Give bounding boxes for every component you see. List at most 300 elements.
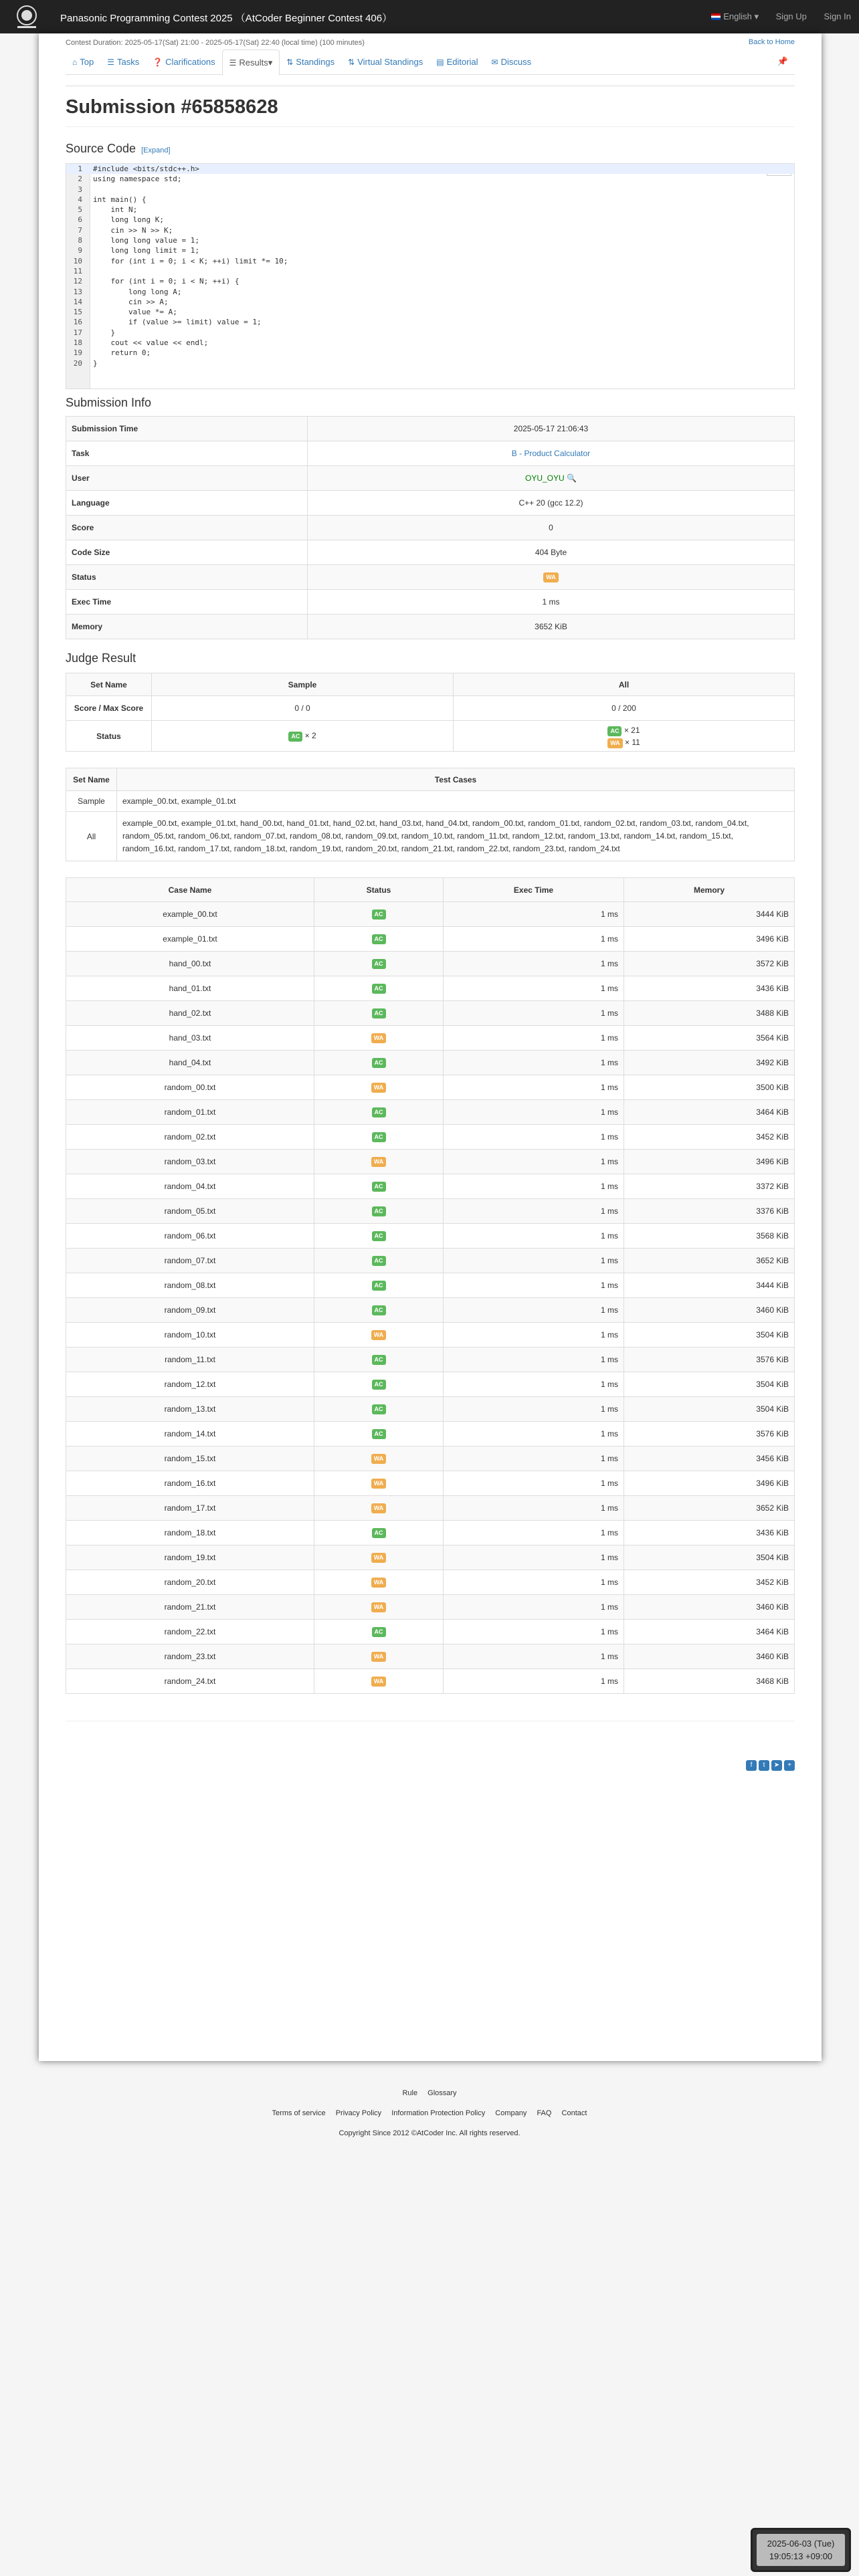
case-exec-time: 1 ms xyxy=(444,1348,624,1372)
footer-link-terms[interactable]: Terms of service xyxy=(272,2109,326,2117)
case-exec-time: 1 ms xyxy=(444,927,624,952)
case-name: random_21.txt xyxy=(66,1595,314,1620)
case-memory: 3464 KiB xyxy=(624,1620,795,1644)
case-status xyxy=(314,1298,444,1323)
code-line xyxy=(66,276,794,286)
comment-icon: ✉ xyxy=(491,58,498,67)
case-name: random_16.txt xyxy=(66,1471,314,1496)
case-name: random_02.txt xyxy=(66,1125,314,1150)
line-number: 17 xyxy=(73,328,82,337)
status-badge: WA xyxy=(371,1479,387,1489)
tab-clarifications[interactable]: ❓ Clarifications xyxy=(153,57,215,67)
question-icon: ❓ xyxy=(153,58,163,67)
sign-up-link[interactable]: Sign Up xyxy=(775,11,807,21)
info-row: Exec Time 1 ms xyxy=(66,590,795,615)
submission-time: 2025-05-17 21:06:43 xyxy=(308,417,795,441)
tab-virtual-standings[interactable]: ⇅ Virtual Standings xyxy=(348,57,423,67)
tab-editorial[interactable]: ▤ Editorial xyxy=(436,57,478,67)
footer-link-company[interactable]: Company xyxy=(495,2109,527,2117)
case-status xyxy=(314,1174,444,1199)
case-status xyxy=(314,927,444,952)
case-name: random_03.txt xyxy=(66,1150,314,1174)
set-row-sample: Sample example_00.txt, example_01.txt xyxy=(66,791,795,812)
status-badge: AC xyxy=(372,1404,386,1414)
case-memory: 3572 KiB xyxy=(624,952,795,976)
status-badge: WA xyxy=(371,1677,387,1687)
sample-ac-count: × 2 xyxy=(304,730,316,740)
case-name: random_12.txt xyxy=(66,1372,314,1397)
table-row xyxy=(66,1620,795,1644)
case-memory: 3372 KiB xyxy=(624,1174,795,1199)
status-badge: AC xyxy=(372,1305,386,1315)
table-row xyxy=(66,1051,795,1075)
code-text: long long K; xyxy=(93,215,164,225)
case-memory: 3496 KiB xyxy=(624,1150,795,1174)
sort-icon: ⇅ xyxy=(348,58,355,67)
code-line xyxy=(66,358,794,368)
task-link[interactable]: B - Product Calculator xyxy=(511,449,591,458)
case-status xyxy=(314,1397,444,1422)
table-row xyxy=(66,1669,795,1694)
tab-top[interactable]: ⌂ Top xyxy=(72,57,94,67)
case-exec-time: 1 ms xyxy=(444,1471,624,1496)
case-name: example_00.txt xyxy=(66,902,314,927)
table-row xyxy=(66,1100,795,1125)
line-number: 19 xyxy=(73,348,82,358)
sign-in-link[interactable]: Sign In xyxy=(824,11,851,21)
status-badge: AC xyxy=(372,1380,386,1390)
case-name: hand_00.txt xyxy=(66,952,314,976)
code-line xyxy=(66,245,794,255)
status-badge: WA xyxy=(371,1578,387,1588)
tab-results[interactable]: ☰ Results▾ xyxy=(222,49,280,76)
table-row xyxy=(66,1348,795,1372)
line-number: 11 xyxy=(73,266,82,276)
table-row xyxy=(66,1323,795,1348)
case-exec-time: 1 ms xyxy=(444,1521,624,1545)
case-memory: 3652 KiB xyxy=(624,1496,795,1521)
case-name: random_20.txt xyxy=(66,1570,314,1595)
status-badge: WA xyxy=(371,1033,387,1043)
case-name: random_10.txt xyxy=(66,1323,314,1348)
case-name: hand_01.txt xyxy=(66,976,314,1001)
case-status xyxy=(314,1521,444,1545)
language-selector[interactable]: English ▾ xyxy=(711,11,759,21)
code-text: int main() { xyxy=(93,195,147,204)
case-status xyxy=(314,1446,444,1471)
table-row xyxy=(66,1471,795,1496)
case-memory: 3436 KiB xyxy=(624,1521,795,1545)
table-row xyxy=(66,927,795,952)
case-status xyxy=(314,1026,444,1051)
code-text: return 0; xyxy=(93,348,151,358)
table-row xyxy=(66,1644,795,1669)
status-badge: AC xyxy=(372,1627,386,1637)
code-line xyxy=(66,164,794,174)
case-exec-time: 1 ms xyxy=(444,1051,624,1075)
test-sets-table: Set Name Test Cases Sample example_00.txt, example_01.txt All example_00.txt, example_01.txt, hand_00.txt, hand_01.txt, hand_02.txt, hand_03.txt, hand_04.txt, random_00.txt, random_01.txt, random_02.txt, random_03.txt, random_04.txt, random_05.txt, random_06.txt, random_07.txt, random_08.txt, random_09.txt, random_10.txt, random_11.txt, random_12.txt, random_13.txt, random_14.txt, random_15.txt, random_16.txt, random_17.txt, random_18.txt, random_19.txt, random_20.txt, random_21.txt, random_22.txt, random_23.txt, random_24.txt xyxy=(66,768,795,861)
table-row xyxy=(66,1372,795,1397)
case-exec-time: 1 ms xyxy=(444,1323,624,1348)
contest-name[interactable]: Panasonic Programming Contest 2025 （AtCoder Beginner Contest 406） xyxy=(60,13,393,24)
case-name: example_01.txt xyxy=(66,927,314,952)
line-number: 12 xyxy=(73,277,82,286)
top-bar xyxy=(0,0,859,33)
user-link[interactable]: OYU_OYU xyxy=(525,473,565,483)
code-line xyxy=(66,256,794,266)
line-number: 4 xyxy=(78,195,82,204)
line-number: 14 xyxy=(73,297,82,306)
footer-link-contact[interactable]: Contact xyxy=(561,2109,587,2117)
code-text: #include <bits/stdc++.h> xyxy=(93,165,199,173)
case-exec-time: 1 ms xyxy=(444,1001,624,1026)
case-memory: 3496 KiB xyxy=(624,927,795,952)
case-name: random_15.txt xyxy=(66,1446,314,1471)
line-number: 10 xyxy=(73,256,82,265)
line-number: 5 xyxy=(78,205,82,215)
case-memory: 3444 KiB xyxy=(624,902,795,927)
case-exec-time: 1 ms xyxy=(444,1496,624,1521)
case-memory: 3568 KiB xyxy=(624,1224,795,1249)
case-status xyxy=(314,1051,444,1075)
status-badge: AC xyxy=(372,1528,386,1538)
case-memory: 3492 KiB xyxy=(624,1051,795,1075)
case-exec-time: 1 ms xyxy=(444,1620,624,1644)
case-memory: 3376 KiB xyxy=(624,1199,795,1224)
case-name: random_14.txt xyxy=(66,1422,314,1446)
table-row xyxy=(66,1001,795,1026)
status-badge: AC xyxy=(372,1355,386,1365)
case-status xyxy=(314,1545,444,1570)
case-exec-time: 1 ms xyxy=(444,1075,624,1100)
status-badge: WA xyxy=(371,1503,387,1513)
list-icon: ☰ xyxy=(107,58,114,67)
status-badge: AC xyxy=(372,1107,386,1117)
case-status xyxy=(314,1570,444,1595)
info-row: Code Size 404 Byte xyxy=(66,540,795,565)
code-line xyxy=(66,317,794,327)
code-line xyxy=(66,338,794,348)
code-line xyxy=(66,225,794,235)
code-text: int N; xyxy=(93,205,138,215)
case-status xyxy=(314,1348,444,1372)
source-code-heading: Source Code [Expand] xyxy=(66,142,171,155)
clock-date: 2025-06-03 (Tue) xyxy=(767,2539,835,2549)
table-row xyxy=(66,1422,795,1446)
table-row xyxy=(66,1545,795,1570)
case-status xyxy=(314,1224,444,1249)
code-text: cout << value << endl; xyxy=(93,338,209,348)
status-badge: AC xyxy=(372,1429,386,1439)
line-number: 1 xyxy=(78,165,82,173)
status-badge: AC xyxy=(372,1206,386,1216)
case-exec-time: 1 ms xyxy=(444,1125,624,1150)
line-number: 6 xyxy=(78,215,82,225)
case-memory: 3444 KiB xyxy=(624,1273,795,1298)
main-panel xyxy=(39,33,822,2061)
status-badge: AC xyxy=(372,934,386,944)
clock-time: 19:05:13 +09:00 xyxy=(769,2551,833,2561)
contest-nav xyxy=(66,49,795,75)
case-exec-time: 1 ms xyxy=(444,976,624,1001)
case-status xyxy=(314,1644,444,1669)
case-status xyxy=(314,1100,444,1125)
case-name: random_24.txt xyxy=(66,1669,314,1694)
ac-badge: AC xyxy=(288,732,302,742)
table-row xyxy=(66,1249,795,1273)
case-memory: 3452 KiB xyxy=(624,1570,795,1595)
status-badge: WA xyxy=(371,1652,387,1662)
line-number: 8 xyxy=(78,236,82,245)
status-badge: AC xyxy=(372,1058,386,1068)
case-name: random_11.txt xyxy=(66,1348,314,1372)
code-text: long long value = 1; xyxy=(93,236,199,245)
status-badge: AC xyxy=(372,1182,386,1192)
code-line xyxy=(66,205,794,215)
case-name: random_17.txt xyxy=(66,1496,314,1521)
status-badge: AC xyxy=(372,909,386,920)
info-row: Submission Time 2025-05-17 21:06:43 xyxy=(66,417,795,441)
case-memory: 3500 KiB xyxy=(624,1075,795,1100)
status-badge: WA xyxy=(543,572,559,582)
case-status xyxy=(314,1471,444,1496)
line-number: 9 xyxy=(78,246,82,255)
code-line xyxy=(66,195,794,205)
table-row xyxy=(66,1125,795,1150)
case-memory: 3460 KiB xyxy=(624,1298,795,1323)
case-name: random_00.txt xyxy=(66,1075,314,1100)
table-row xyxy=(66,1026,795,1051)
case-name: random_05.txt xyxy=(66,1199,314,1224)
tab-discuss[interactable]: ✉ Discuss xyxy=(491,57,532,67)
case-name: random_07.txt xyxy=(66,1249,314,1273)
code-line xyxy=(66,174,794,184)
flag-icon xyxy=(711,13,721,20)
case-status xyxy=(314,1496,444,1521)
case-exec-time: 1 ms xyxy=(444,1644,624,1669)
code-line xyxy=(66,215,794,225)
table-row xyxy=(66,1446,795,1471)
status-badge: AC xyxy=(372,1281,386,1291)
judge-result-table: Set Name Sample All Score / Max Score 0 / 0 0 / 200 Status AC × 2 AC × 21 WA × 11 xyxy=(66,673,795,752)
case-exec-time: 1 ms xyxy=(444,1150,624,1174)
fixed-clock xyxy=(751,2528,851,2572)
code-text: using namespace std; xyxy=(93,175,182,184)
case-memory: 3436 KiB xyxy=(624,976,795,1001)
source-code-block[interactable] xyxy=(66,163,795,389)
table-row xyxy=(66,1595,795,1620)
sample-score: 0 / 0 xyxy=(152,696,454,721)
home-icon: ⌂ xyxy=(72,58,78,67)
case-exec-time: 1 ms xyxy=(444,1372,624,1397)
facebook-icon[interactable]: f xyxy=(746,1760,757,1771)
status-badge: AC xyxy=(372,959,386,969)
search-icon[interactable]: 🔍 xyxy=(567,473,577,483)
exec-time-value: 1 ms xyxy=(308,590,795,615)
case-status xyxy=(314,1199,444,1224)
back-to-home-link[interactable]: Back to Home xyxy=(748,38,795,46)
plus-icon[interactable]: + xyxy=(784,1760,795,1771)
ac-badge: AC xyxy=(607,726,622,736)
case-exec-time: 1 ms xyxy=(444,902,624,927)
table-row xyxy=(66,1273,795,1298)
code-line xyxy=(66,297,794,307)
case-exec-time: 1 ms xyxy=(444,1100,624,1125)
case-name: random_08.txt xyxy=(66,1273,314,1298)
footer-link-privacy[interactable]: Privacy Policy xyxy=(335,2109,382,2117)
code-line xyxy=(66,287,794,297)
score-value: 0 xyxy=(308,516,795,540)
case-status xyxy=(314,902,444,927)
case-name: random_09.txt xyxy=(66,1298,314,1323)
info-row: Score 0 xyxy=(66,516,795,540)
case-exec-time: 1 ms xyxy=(444,1199,624,1224)
set-row-all: All example_00.txt, example_01.txt, hand_00.txt, hand_01.txt, hand_02.txt, hand_03.txt, hand_04.txt, random_00.txt, random_01.txt, random_02.txt, random_03.txt, random_04.txt, random_05.txt, random_06.txt, random_07.txt, random_08.txt, random_09.txt, random_10.txt, random_11.txt, random_12.txt, random_13.txt, random_14.txt, random_15.txt, random_16.txt, random_17.txt, random_18.txt, random_19.txt, random_20.txt, random_21.txt, random_22.txt, random_23.txt, random_24.txt xyxy=(66,812,795,861)
table-row xyxy=(66,1496,795,1521)
case-exec-time: 1 ms xyxy=(444,952,624,976)
footer xyxy=(0,2089,859,2149)
all-ac-count: × 21 xyxy=(624,725,640,735)
case-status xyxy=(314,952,444,976)
case-status xyxy=(314,1422,444,1446)
score-row: Score / Max Score 0 / 0 0 / 200 xyxy=(66,696,795,721)
code-line xyxy=(66,185,794,195)
case-status xyxy=(314,1595,444,1620)
code-text: if (value >= limit) value = 1; xyxy=(93,318,262,327)
case-memory: 3460 KiB xyxy=(624,1595,795,1620)
case-exec-time: 1 ms xyxy=(444,1273,624,1298)
case-exec-time: 1 ms xyxy=(444,1595,624,1620)
list-icon: ☰ xyxy=(229,58,237,68)
case-exec-time: 1 ms xyxy=(444,1422,624,1446)
case-status xyxy=(314,1249,444,1273)
footer-link-faq[interactable]: FAQ xyxy=(537,2109,552,2117)
case-memory: 3452 KiB xyxy=(624,1125,795,1150)
all-score: 0 / 200 xyxy=(454,696,795,721)
case-memory: 3488 KiB xyxy=(624,1001,795,1026)
status-badge: AC xyxy=(372,984,386,994)
wa-badge: WA xyxy=(607,738,623,748)
case-name: hand_03.txt xyxy=(66,1026,314,1051)
table-row xyxy=(66,1224,795,1249)
info-row: Status WA xyxy=(66,565,795,590)
case-name: random_13.txt xyxy=(66,1397,314,1422)
case-status xyxy=(314,1620,444,1644)
code-line xyxy=(66,348,794,358)
case-exec-time: 1 ms xyxy=(444,1669,624,1694)
language-value: C++ 20 (gcc 12.2) xyxy=(308,491,795,516)
table-row xyxy=(66,952,795,976)
case-status xyxy=(314,1273,444,1298)
table-row xyxy=(66,1075,795,1100)
test-cases-table: Case Name Status Exec Time Memory example_00.txt AC 1 ms 3444 KiB example_01.txt AC 1 ms 3496 KiB hand_00.txt AC 1 ms 3572 KiB hand_01.txt AC 1 ms 3436 KiB hand_02.txt AC 1 ms 3488 KiB hand_03.txt WA 1 ms 3564 KiB hand_04.txt AC 1 ms 3492 KiB random_00.txt WA 1 ms 3500 KiB random_01.txt AC 1 ms 3464 KiB random_02.txt AC 1 ms 3452 KiB random_03.txt WA 1 ms 3496 KiB random_04.txt AC 1 ms 3372 KiB random_05.txt AC 1 ms 3376 KiB random_06.txt AC 1 ms 3568 KiB random_07.txt AC 1 ms 3652 KiB random_08.txt AC 1 ms 3444 KiB random_09.txt AC 1 ms 3460 KiB random_10.txt WA 1 ms 3504 KiB random_11.txt AC 1 ms 3576 KiB random_12.txt AC 1 ms 3504 KiB random_13.txt AC 1 ms 3504 KiB random_14.txt AC 1 ms 3576 KiB random_15.txt WA 1 ms 3456 KiB random_16.txt WA 1 ms 3496 KiB random_17.txt WA 1 ms 3652 KiB random_18.txt AC 1 ms 3436 KiB random_19.txt WA 1 ms 3504 KiB random_20.txt WA 1 ms 3452 KiB random_21.txt WA 1 ms 3460 KiB random_22.txt AC 1 ms 3464 KiB random_23.txt WA 1 ms 3460 KiB random_24.txt WA 1 ms 3468 KiB xyxy=(66,877,795,1694)
case-exec-time: 1 ms xyxy=(444,1545,624,1570)
case-name: random_06.txt xyxy=(66,1224,314,1249)
case-status xyxy=(314,1075,444,1100)
judge-result-heading: Judge Result xyxy=(66,651,136,665)
status-badge: WA xyxy=(371,1454,387,1464)
sort-icon: ⇅ xyxy=(286,58,294,67)
code-text: long long limit = 1; xyxy=(93,246,199,255)
line-number: 3 xyxy=(78,185,82,194)
case-memory: 3468 KiB xyxy=(624,1669,795,1694)
line-number: 7 xyxy=(78,225,82,235)
code-text: long long A; xyxy=(93,287,182,296)
case-status xyxy=(314,1323,444,1348)
table-row xyxy=(66,1298,795,1323)
case-memory: 3460 KiB xyxy=(624,1644,795,1669)
status-badge: AC xyxy=(372,1231,386,1241)
copyright: Copyright Since 2012 ©AtCoder Inc. All rights reserved. xyxy=(339,2129,520,2137)
footer-link-rule[interactable]: Rule xyxy=(402,2089,418,2097)
code-text: cin >> N >> K; xyxy=(93,225,173,235)
case-memory: 3464 KiB xyxy=(624,1100,795,1125)
info-row: Task B - Product Calculator xyxy=(66,441,795,466)
contest-duration: Contest Duration: 2025-05-17(Sat) 21:00 - 2025-05-17(Sat) 22:40 (local time) (100 minutes) xyxy=(66,39,365,47)
page-title: Submission #65858628 xyxy=(66,96,278,118)
status-badge: AC xyxy=(372,1256,386,1266)
telegram-icon[interactable]: ➤ xyxy=(771,1760,782,1771)
atcoder-logo-icon[interactable] xyxy=(8,2,45,31)
all-wa-count: × 11 xyxy=(625,737,640,747)
code-line xyxy=(66,307,794,317)
status-badge: AC xyxy=(372,1008,386,1018)
submission-info-heading: Submission Info xyxy=(66,396,152,409)
case-status xyxy=(314,1669,444,1694)
pin-icon[interactable]: 📌 xyxy=(777,56,788,66)
code-text: } xyxy=(93,328,116,337)
status-badge: WA xyxy=(371,1602,387,1612)
table-row xyxy=(66,976,795,1001)
case-status xyxy=(314,1125,444,1150)
case-name: hand_02.txt xyxy=(66,1001,314,1026)
case-status xyxy=(314,1372,444,1397)
line-number: 16 xyxy=(73,318,82,327)
info-row: Language C++ 20 (gcc 12.2) xyxy=(66,491,795,516)
case-status xyxy=(314,1150,444,1174)
book-icon: ▤ xyxy=(436,58,444,67)
footer-link-glossary[interactable]: Glossary xyxy=(427,2089,457,2097)
table-row xyxy=(66,1150,795,1174)
case-memory: 3576 KiB xyxy=(624,1422,795,1446)
code-text: cin >> A; xyxy=(93,297,169,306)
code-line xyxy=(66,266,794,276)
footer-link-info-protection[interactable]: Information Protection Policy xyxy=(391,2109,486,2117)
case-memory: 3652 KiB xyxy=(624,1249,795,1273)
table-row xyxy=(66,1397,795,1422)
table-row xyxy=(66,1199,795,1224)
code-line xyxy=(66,328,794,338)
case-exec-time: 1 ms xyxy=(444,1570,624,1595)
status-badge: WA xyxy=(371,1553,387,1563)
case-name: random_23.txt xyxy=(66,1644,314,1669)
expand-button[interactable]: [Expand] xyxy=(141,146,171,154)
status-badge: WA xyxy=(371,1083,387,1093)
tab-tasks[interactable]: ☰ Tasks xyxy=(107,57,140,67)
code-size-value: 404 Byte xyxy=(308,540,795,565)
case-exec-time: 1 ms xyxy=(444,1298,624,1323)
case-name: random_01.txt xyxy=(66,1100,314,1125)
case-memory: 3504 KiB xyxy=(624,1397,795,1422)
twitter-icon[interactable]: t xyxy=(759,1760,769,1771)
status-badge: WA xyxy=(371,1330,387,1340)
info-row: Memory 3652 KiB xyxy=(66,615,795,639)
status-row: Status AC × 2 AC × 21 WA × 11 xyxy=(66,721,795,752)
case-exec-time: 1 ms xyxy=(444,1249,624,1273)
code-text: for (int i = 0; i < N; ++i) { xyxy=(93,277,240,286)
line-number: 2 xyxy=(78,175,82,184)
tab-standings[interactable]: ⇅ Standings xyxy=(286,57,335,67)
